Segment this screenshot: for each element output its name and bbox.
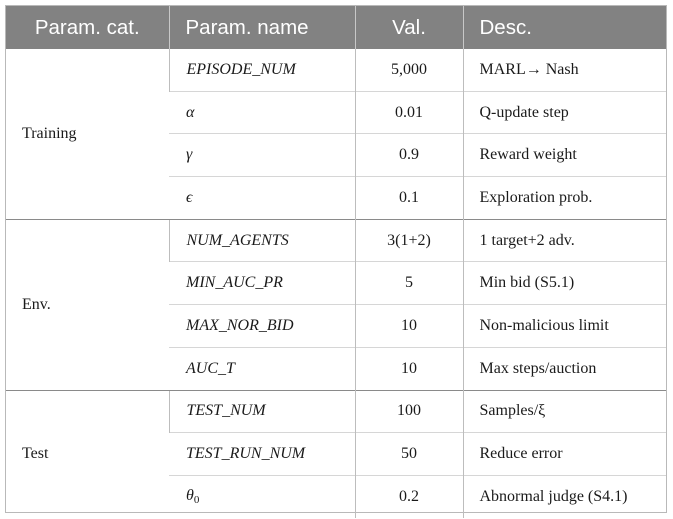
param-value-cell: 5,000: [355, 49, 463, 91]
param-name-cell: MAX_NOR_BID: [169, 305, 355, 348]
category-cell-test: Test: [6, 390, 169, 518]
theta-subscript: 0: [193, 494, 200, 507]
header-row: [6, 6, 666, 49]
table-row: [6, 219, 666, 262]
category-cell-env: Env.: [6, 219, 169, 390]
header-category: Param. cat.: [6, 6, 169, 49]
header-description: Desc.: [463, 6, 666, 49]
param-value-cell: 0.2: [355, 475, 463, 517]
param-desc-cell: Reward weight: [463, 134, 666, 177]
param-desc-cell: Abnormal judge (S4.1): [463, 475, 666, 517]
param-value-cell: 5: [355, 262, 463, 305]
param-value-cell: 0.9: [355, 134, 463, 177]
param-name-cell: [169, 475, 355, 517]
header-name: Param. name: [169, 6, 355, 49]
param-desc-cell: MARL→ Nash: [463, 49, 666, 91]
parameter-table: [6, 6, 666, 518]
param-desc-cell: Min bid (S5.1): [463, 262, 666, 305]
param-name-cell: TEST_NUM: [169, 390, 355, 433]
param-desc-cell: Exploration prob.: [463, 177, 666, 220]
param-name-cell: α: [169, 91, 355, 134]
param-desc-cell: Max steps/auction: [463, 347, 666, 390]
table-row: [6, 49, 666, 91]
param-desc-cell: 1 target+2 adv.: [463, 219, 666, 262]
theta-symbol: θ: [186, 487, 194, 505]
param-desc-cell: Non-malicious limit: [463, 305, 666, 348]
param-value-cell: 0.01: [355, 91, 463, 134]
table-row: [6, 390, 666, 433]
parameter-table-container: [5, 5, 667, 513]
param-name-cell: ϵ: [169, 177, 355, 220]
param-value-cell: 100: [355, 390, 463, 433]
param-name-cell: MIN_AUC_PR: [169, 262, 355, 305]
param-value-cell: 50: [355, 433, 463, 476]
param-name-cell: EPISODE_NUM: [169, 49, 355, 91]
param-name-cell: γ: [169, 134, 355, 177]
param-desc-cell: Reduce error: [463, 433, 666, 476]
param-value-cell: 10: [355, 305, 463, 348]
category-cell-training: Training: [22, 124, 77, 142]
param-value-cell: 3(1+2): [355, 219, 463, 262]
param-name-cell: TEST_RUN_NUM: [169, 433, 355, 476]
param-desc-cell: Q-update step: [463, 91, 666, 134]
param-name-cell: AUC_T: [169, 347, 355, 390]
param-desc-cell: Samples/ξ: [463, 390, 666, 433]
header-value: Val.: [355, 6, 463, 49]
param-name-cell: NUM_AGENTS: [169, 219, 355, 262]
param-value-cell: 0.1: [355, 177, 463, 220]
param-value-cell: 10: [355, 347, 463, 390]
